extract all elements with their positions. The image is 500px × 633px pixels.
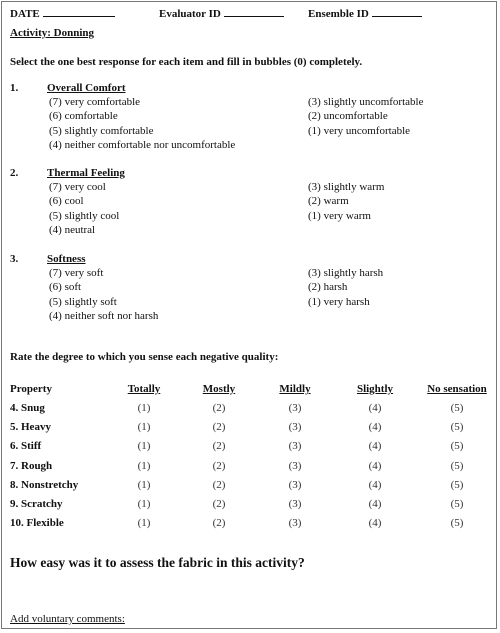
property-label: 7. Rough bbox=[10, 459, 53, 472]
question-number: 3. bbox=[10, 253, 19, 265]
date-input-line[interactable] bbox=[43, 6, 115, 17]
rating-bubble[interactable]: (1) bbox=[137, 402, 151, 414]
answer-option[interactable]: (6) soft bbox=[49, 281, 82, 294]
rating-bubble[interactable]: (4) bbox=[368, 459, 382, 472]
rating-bubble[interactable]: (5) bbox=[450, 459, 464, 472]
property-header: Property bbox=[10, 383, 52, 395]
answer-option[interactable]: (5) slightly soft bbox=[49, 295, 117, 308]
answer-option[interactable]: (2) uncomfortable bbox=[308, 110, 388, 123]
evaluator-input-line[interactable] bbox=[224, 6, 284, 17]
rating-bubble[interactable]: (3) bbox=[288, 478, 302, 491]
question-title: Overall Comfort bbox=[47, 82, 126, 94]
rating-bubble[interactable]: (3) bbox=[288, 517, 302, 530]
property-label: 4. Snug bbox=[10, 402, 45, 414]
question-title: Softness bbox=[47, 253, 86, 265]
column-header: Mostly bbox=[202, 383, 236, 395]
rating-bubble[interactable]: (5) bbox=[450, 478, 464, 491]
ensemble-label: Ensemble ID bbox=[308, 8, 369, 20]
comments-label: Add voluntary comments: bbox=[10, 613, 125, 625]
rating-bubble[interactable]: (4) bbox=[368, 478, 382, 491]
evaluator-label: Evaluator ID bbox=[159, 8, 221, 20]
rating-bubble[interactable]: (5) bbox=[450, 402, 464, 414]
rating-bubble[interactable]: (4) bbox=[368, 440, 382, 453]
ensemble-field bbox=[308, 6, 422, 20]
rating-bubble[interactable]: (3) bbox=[288, 440, 302, 453]
answer-option[interactable]: (2) warm bbox=[308, 195, 349, 208]
answer-option[interactable]: (5) slightly comfortable bbox=[49, 124, 154, 137]
question-title: Thermal Feeling bbox=[47, 167, 125, 179]
rating-bubble[interactable]: (1) bbox=[137, 421, 151, 434]
rating-bubble[interactable]: (3) bbox=[288, 459, 302, 472]
rating-bubble[interactable]: (5) bbox=[450, 517, 464, 530]
answer-option[interactable]: (1) very harsh bbox=[308, 295, 370, 308]
date-label: DATE bbox=[10, 8, 40, 20]
rating-bubble[interactable]: (2) bbox=[212, 421, 226, 434]
answer-option[interactable]: (3) slightly uncomfortable bbox=[308, 96, 424, 108]
rating-bubble[interactable]: (2) bbox=[212, 459, 226, 472]
rating-bubble[interactable]: (1) bbox=[137, 478, 151, 491]
answer-option[interactable]: (7) very cool bbox=[49, 181, 106, 193]
answer-option[interactable]: (1) very uncomfortable bbox=[308, 124, 411, 137]
property-label: 9. Scratchy bbox=[10, 498, 63, 510]
answer-option[interactable]: (4) neither soft nor harsh bbox=[49, 309, 159, 322]
property-label: 8. Nonstretchy bbox=[10, 478, 79, 491]
rating-bubble[interactable]: (5) bbox=[450, 421, 464, 434]
rating-bubble[interactable]: (2) bbox=[212, 402, 226, 414]
rate-prompt: Rate the degree to which you sense each negative quality: bbox=[10, 351, 279, 363]
rating-bubble[interactable]: (3) bbox=[288, 498, 302, 510]
rating-bubble[interactable]: (4) bbox=[368, 498, 382, 510]
column-header: No sensation bbox=[427, 383, 487, 395]
answer-option[interactable]: (4) neutral bbox=[49, 223, 96, 236]
rating-bubble[interactable]: (4) bbox=[368, 402, 382, 414]
column-header: Slightly bbox=[356, 383, 394, 395]
answer-option[interactable]: (5) slightly cool bbox=[49, 209, 120, 222]
rating-bubble[interactable]: (3) bbox=[288, 402, 302, 414]
rating-bubble[interactable]: (5) bbox=[450, 498, 464, 510]
rating-bubble[interactable]: (1) bbox=[137, 440, 151, 453]
answer-option[interactable]: (3) slightly warm bbox=[308, 181, 385, 193]
date-field bbox=[10, 6, 115, 20]
evaluator-field bbox=[159, 6, 284, 20]
rating-bubble[interactable]: (4) bbox=[368, 517, 382, 530]
rating-bubble[interactable]: (2) bbox=[212, 478, 226, 491]
instructions: Select the one best response for each item and fill in bubbles (0) completely. bbox=[10, 56, 363, 68]
rating-bubble[interactable]: (3) bbox=[288, 421, 302, 434]
rating-bubble[interactable]: (2) bbox=[212, 440, 226, 453]
property-label: 5. Heavy bbox=[10, 421, 51, 434]
rating-bubble[interactable]: (1) bbox=[137, 498, 151, 510]
question-number: 2. bbox=[10, 167, 19, 179]
column-header: Mildly bbox=[279, 383, 311, 395]
question-number: 1. bbox=[10, 82, 19, 94]
answer-option[interactable]: (3) slightly harsh bbox=[308, 267, 384, 279]
property-label: 10. Flexible bbox=[10, 517, 64, 530]
rating-bubble[interactable]: (4) bbox=[368, 421, 382, 434]
answer-option[interactable]: (7) very comfortable bbox=[49, 96, 141, 108]
answer-option[interactable]: (1) very warm bbox=[308, 209, 371, 222]
rating-bubble[interactable]: (5) bbox=[450, 440, 464, 453]
property-label: 6. Stiff bbox=[10, 440, 42, 453]
answer-option[interactable]: (7) very soft bbox=[49, 267, 104, 279]
answer-option[interactable]: (4) neither comfortable nor uncomfortable bbox=[49, 138, 236, 151]
rating-bubble[interactable]: (2) bbox=[212, 498, 226, 510]
activity-title: Activity: Donning bbox=[10, 27, 95, 39]
rating-bubble[interactable]: (2) bbox=[212, 517, 226, 530]
answer-option[interactable]: (2) harsh bbox=[308, 281, 348, 294]
answer-option[interactable]: (6) comfortable bbox=[49, 110, 118, 123]
rating-bubble[interactable]: (1) bbox=[137, 517, 151, 530]
ensemble-input-line[interactable] bbox=[372, 6, 422, 17]
answer-option[interactable]: (6) cool bbox=[49, 195, 84, 208]
rating-bubble[interactable]: (1) bbox=[137, 459, 151, 472]
survey-form bbox=[1, 1, 497, 629]
column-header: Totally bbox=[127, 383, 161, 395]
ease-question: How easy was it to assess the fabric in this activity? bbox=[10, 555, 305, 570]
